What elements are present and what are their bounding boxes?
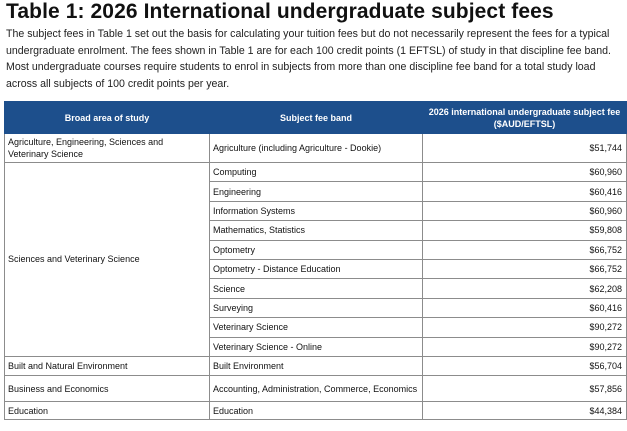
header-fee: 2026 international undergraduate subject fee ($AUD/EFTSL) [423, 102, 627, 134]
intro-line: The subject fees in Table 1 set out the basis for calculating your tuition fees but do not necessarily represent the fees for a typical [6, 28, 610, 40]
intro-paragraph [6, 26, 626, 92]
intro-line: Most undergraduate courses require students to enrol in subjects from more than one discipline fee band for a total study load [6, 61, 596, 74]
fee-band-cell: Veterinary Science [210, 318, 423, 337]
fee-band-cell: Engineering [210, 182, 423, 201]
intro-line: across all subjects of 100 credit points per year. [6, 77, 230, 90]
fee-band-cell: Computing [210, 163, 423, 182]
fee-cell: $60,960 [423, 163, 627, 182]
table-row [5, 134, 627, 163]
fee-band-cell: Agriculture (including Agriculture - Dookie) [210, 134, 423, 163]
header-fee-band: Subject fee band [210, 102, 423, 134]
table-row [5, 402, 627, 420]
header-broad-area: Broad area of study [5, 102, 210, 134]
fee-cell: $60,960 [423, 201, 627, 220]
fee-band-cell: Optometry [210, 240, 423, 259]
intro-line: undergraduate enrolment. The fees shown in Table 1 are for each 100 credit points (1 EFTSL) of study in that discipline fee band. [6, 44, 611, 57]
fee-cell: $60,416 [423, 298, 627, 317]
fee-band-cell: Veterinary Science - Online [210, 337, 423, 356]
fee-band-cell: Mathematics, Statistics [210, 221, 423, 240]
fee-band-cell: Built Environment [210, 356, 423, 375]
broad-area-cell: Agriculture, Engineering, Sciences and Veterinary Science [5, 134, 210, 163]
fee-cell: $66,752 [423, 259, 627, 278]
fee-cell: $57,856 [423, 376, 627, 402]
broad-area-cell: Education [5, 402, 210, 420]
fee-band-cell: Optometry - Distance Education [210, 259, 423, 278]
fees-table [4, 101, 627, 420]
table-row [5, 376, 627, 402]
broad-area-cell: Built and Natural Environment [5, 356, 210, 375]
page-title: Table 1: 2026 International undergraduate subject fees [6, 0, 554, 23]
fee-cell: $51,744 [423, 134, 627, 163]
table-row [5, 163, 627, 182]
fee-band-cell: Science [210, 279, 423, 298]
table-row [5, 356, 627, 375]
fee-band-cell: Education [210, 402, 423, 420]
fee-cell: $60,416 [423, 182, 627, 201]
fee-cell: $90,272 [423, 337, 627, 356]
fee-cell: $62,208 [423, 279, 627, 298]
fee-cell: $56,704 [423, 356, 627, 375]
fee-cell: $44,384 [423, 402, 627, 420]
fee-band-cell: Accounting, Administration, Commerce, Economics [210, 376, 423, 402]
broad-area-cell: Sciences and Veterinary Science [5, 163, 210, 357]
fee-band-cell: Information Systems [210, 201, 423, 220]
fee-cell: $66,752 [423, 240, 627, 259]
fee-cell: $59,808 [423, 221, 627, 240]
table-header-row [5, 102, 627, 134]
fee-cell: $90,272 [423, 318, 627, 337]
fee-band-cell: Surveying [210, 298, 423, 317]
broad-area-cell: Business and Economics [5, 376, 210, 402]
